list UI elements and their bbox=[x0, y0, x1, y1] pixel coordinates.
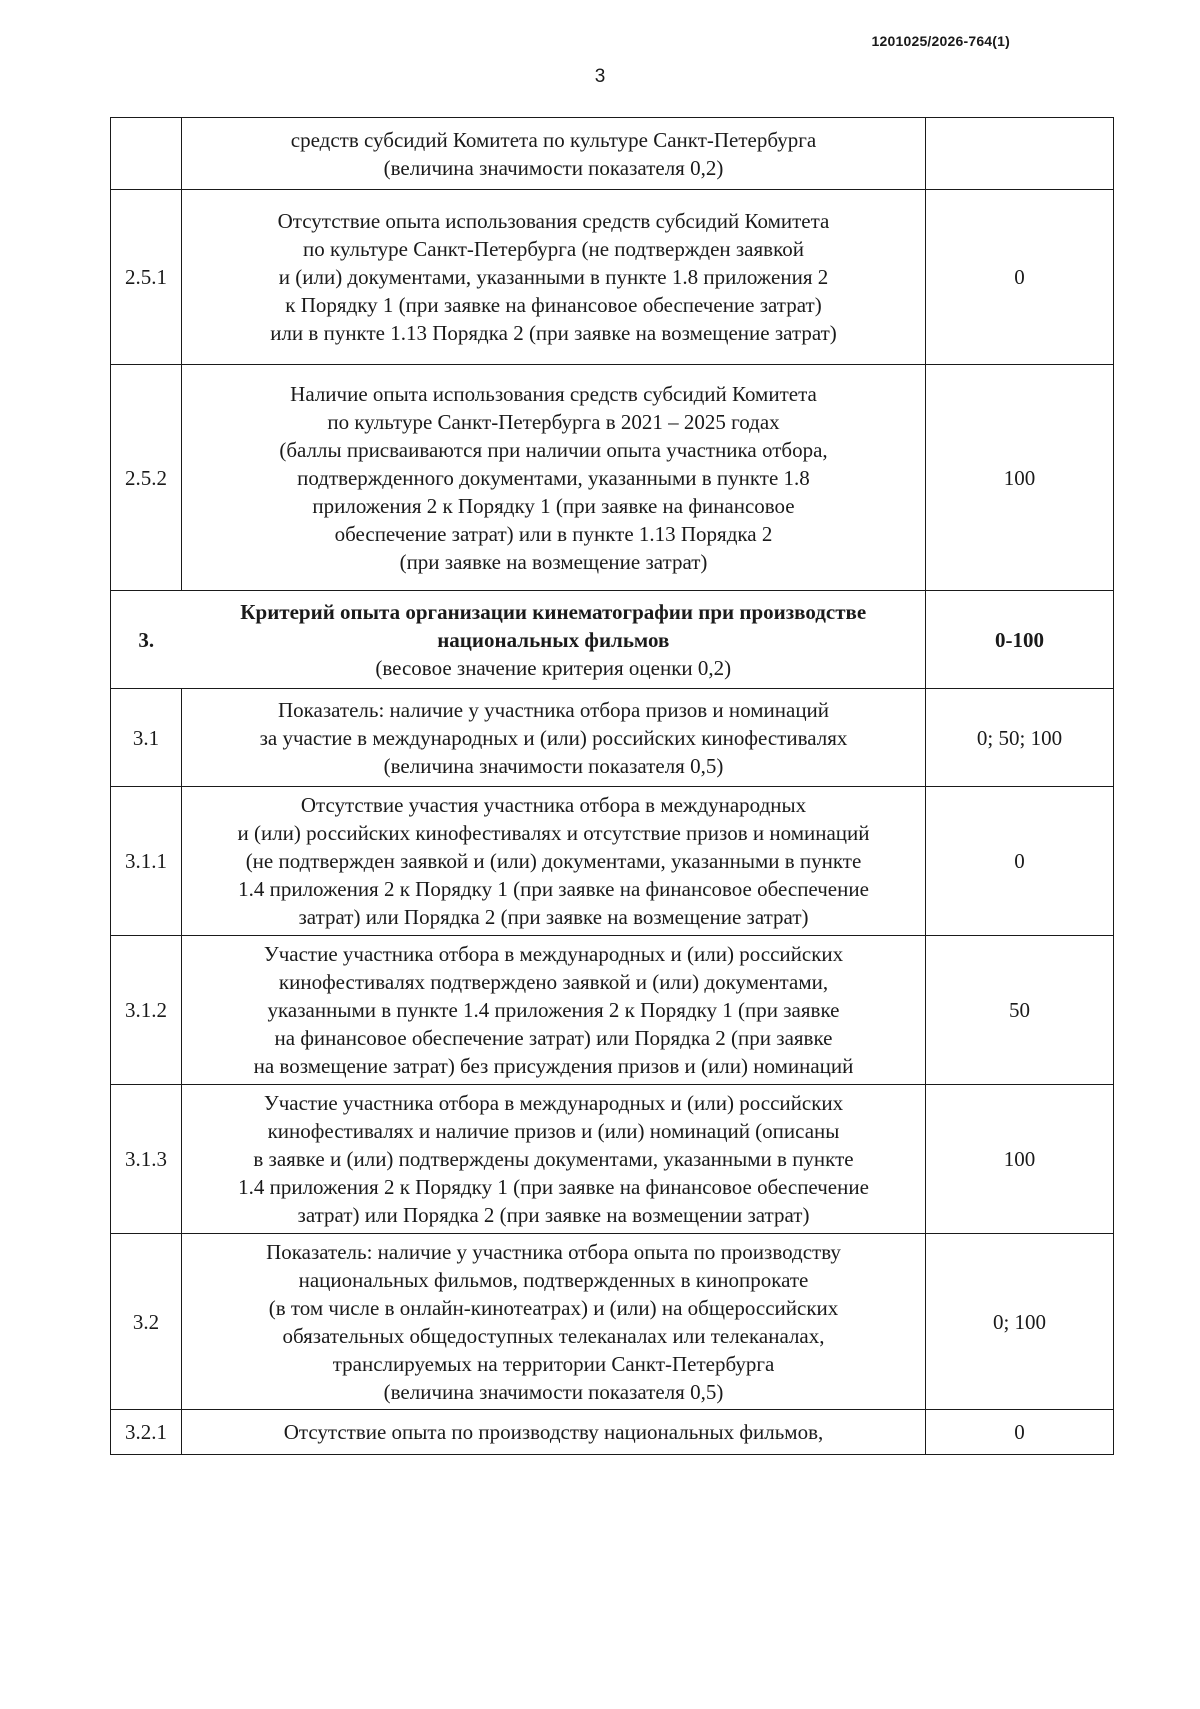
description-line: в заявке и (или) подтверждены документами, указанными в пункте bbox=[253, 1147, 854, 1171]
row-score bbox=[926, 118, 1114, 190]
section-title-line: Критерий опыта организации кинематографии при производстве bbox=[240, 599, 867, 624]
description-line: Отсутствие опыта использования средств субсидий Комитета bbox=[277, 209, 830, 233]
section-number: 3. bbox=[111, 591, 182, 689]
description-line: на возмещение затрат) без присуждения призов и (или) номинаций bbox=[253, 1054, 854, 1078]
description-line: транслируемых на территории Санкт-Петербурга bbox=[332, 1351, 775, 1376]
description-line: подтвержденного документами, указанными в пункте 1.8 bbox=[297, 465, 810, 490]
table-row bbox=[111, 1410, 1114, 1455]
description-line: приложения 2 к Порядку 1 (при заявке на финансовое bbox=[312, 493, 795, 518]
description-line: затрат) или Порядка 2 (при заявке на возмещение затрат) bbox=[298, 905, 809, 929]
description-line: Отсутствие опыта по производству национальных фильмов, bbox=[283, 1420, 824, 1444]
row-number: 3.1.1 bbox=[111, 787, 182, 936]
table-row bbox=[111, 787, 1114, 936]
description-line: Участие участника отбора в международных и (или) российских bbox=[263, 1091, 844, 1115]
row-score: 0; 50; 100 bbox=[926, 689, 1114, 787]
description-line: (величина значимости показателя 0,2) bbox=[383, 155, 724, 180]
row-score: 0 bbox=[926, 190, 1114, 365]
row-number: 3.1 bbox=[111, 689, 182, 787]
description-line: средств субсидий Комитета по культуре Санкт-Петербурга bbox=[290, 127, 817, 152]
section-score: 0-100 bbox=[926, 591, 1114, 689]
description-line: Показатель: наличие у участника отбора опыта по производству bbox=[266, 1239, 841, 1264]
row-description bbox=[182, 365, 926, 591]
description-line: Наличие опыта использования средств субсидий Комитета bbox=[290, 381, 817, 406]
row-score: 0; 100 bbox=[926, 1234, 1114, 1410]
row-score: 100 bbox=[926, 1085, 1114, 1234]
table-row bbox=[111, 936, 1114, 1085]
description-line: (баллы присваиваются при наличии опыта участника отбора, bbox=[279, 437, 828, 462]
table-row bbox=[111, 365, 1114, 591]
description-line: 1.4 приложения 2 к Порядку 1 (при заявке на финансовое обеспечение bbox=[238, 1175, 869, 1199]
criteria-table bbox=[110, 117, 1114, 1455]
table-row bbox=[111, 190, 1114, 365]
description-line: и (или) российских кинофестивалях и отсутствие призов и номинаций bbox=[237, 821, 870, 845]
description-line: на финансовое обеспечение затрат) или Порядка 2 (при заявке bbox=[274, 1026, 833, 1050]
description-line: (величина значимости показателя 0,5) bbox=[383, 1379, 724, 1404]
row-score: 0 bbox=[926, 787, 1114, 936]
description-line: по культуре Санкт-Петербурга в 2021 – 2025 годах bbox=[327, 409, 780, 434]
table-row-section bbox=[111, 591, 1114, 689]
description-line: обеспечение затрат) или в пункте 1.13 Порядка 2 bbox=[334, 521, 773, 546]
row-number: 3.1.2 bbox=[111, 936, 182, 1085]
row-number bbox=[111, 118, 182, 190]
description-line: (величина значимости показателя 0,5) bbox=[383, 753, 724, 778]
section-title-line: национальных фильмов bbox=[437, 627, 670, 652]
description-line: национальных фильмов, подтвержденных в кинопрокате bbox=[298, 1267, 809, 1292]
description-line: Показатель: наличие у участника отбора призов и номинаций bbox=[277, 697, 830, 722]
row-number: 3.2.1 bbox=[111, 1410, 182, 1455]
row-description bbox=[182, 1085, 926, 1234]
row-number: 2.5.1 bbox=[111, 190, 182, 365]
description-line: и (или) документами, указанными в пункте 1.8 приложения 2 bbox=[278, 265, 829, 289]
section-weight-line: (весовое значение критерия оценки 0,2) bbox=[375, 655, 732, 680]
description-line: кинофестивалях и наличие призов и (или) номинаций (описаны bbox=[267, 1119, 840, 1143]
table-row bbox=[111, 689, 1114, 787]
row-description bbox=[182, 787, 926, 936]
description-line: (в том числе в онлайн-кинотеатрах) и (или) на общероссийских bbox=[268, 1295, 839, 1320]
row-description bbox=[182, 689, 926, 787]
table-row bbox=[111, 1085, 1114, 1234]
description-line: Отсутствие участия участника отбора в международных bbox=[300, 793, 807, 817]
row-score: 0 bbox=[926, 1410, 1114, 1455]
row-number: 2.5.2 bbox=[111, 365, 182, 591]
description-line: по культуре Санкт-Петербурга (не подтвержден заявкой bbox=[303, 237, 804, 261]
row-description bbox=[182, 936, 926, 1085]
row-number: 3.2 bbox=[111, 1234, 182, 1410]
description-line: Участие участника отбора в международных и (или) российских bbox=[263, 942, 844, 966]
row-number: 3.1.3 bbox=[111, 1085, 182, 1234]
row-score: 50 bbox=[926, 936, 1114, 1085]
table-row bbox=[111, 118, 1114, 190]
description-line: указанными в пункте 1.4 приложения 2 к Порядку 1 (при заявке bbox=[267, 998, 840, 1022]
row-description bbox=[182, 1410, 926, 1455]
row-description bbox=[182, 190, 926, 365]
row-description bbox=[182, 1234, 926, 1410]
row-description bbox=[182, 118, 926, 190]
description-line: к Порядку 1 (при заявке на финансовое обеспечение затрат) bbox=[285, 293, 822, 317]
description-line: (при заявке на возмещение затрат) bbox=[399, 549, 708, 574]
description-line: 1.4 приложения 2 к Порядку 1 (при заявке на финансовое обеспечение bbox=[238, 877, 869, 901]
description-line: или в пункте 1.13 Порядка 2 (при заявке на возмещение затрат) bbox=[270, 321, 837, 345]
document-id: 1201025/2026-764(1) bbox=[871, 33, 1010, 49]
row-score: 100 bbox=[926, 365, 1114, 591]
description-line: (не подтвержден заявкой и (или) документами, указанными в пункте bbox=[245, 849, 862, 873]
description-line: затрат) или Порядка 2 (при заявке на возмещении затрат) bbox=[297, 1203, 810, 1227]
table-row bbox=[111, 1234, 1114, 1410]
section-title bbox=[182, 591, 926, 689]
description-line: за участие в международных и (или) российских кинофестивалях bbox=[259, 725, 848, 750]
page-number: 3 bbox=[594, 66, 606, 87]
description-line: кинофестивалях подтверждено заявкой и (или) документами, bbox=[278, 970, 829, 994]
description-line: обязательных общедоступных телеканалах или телеканалах, bbox=[282, 1323, 825, 1348]
